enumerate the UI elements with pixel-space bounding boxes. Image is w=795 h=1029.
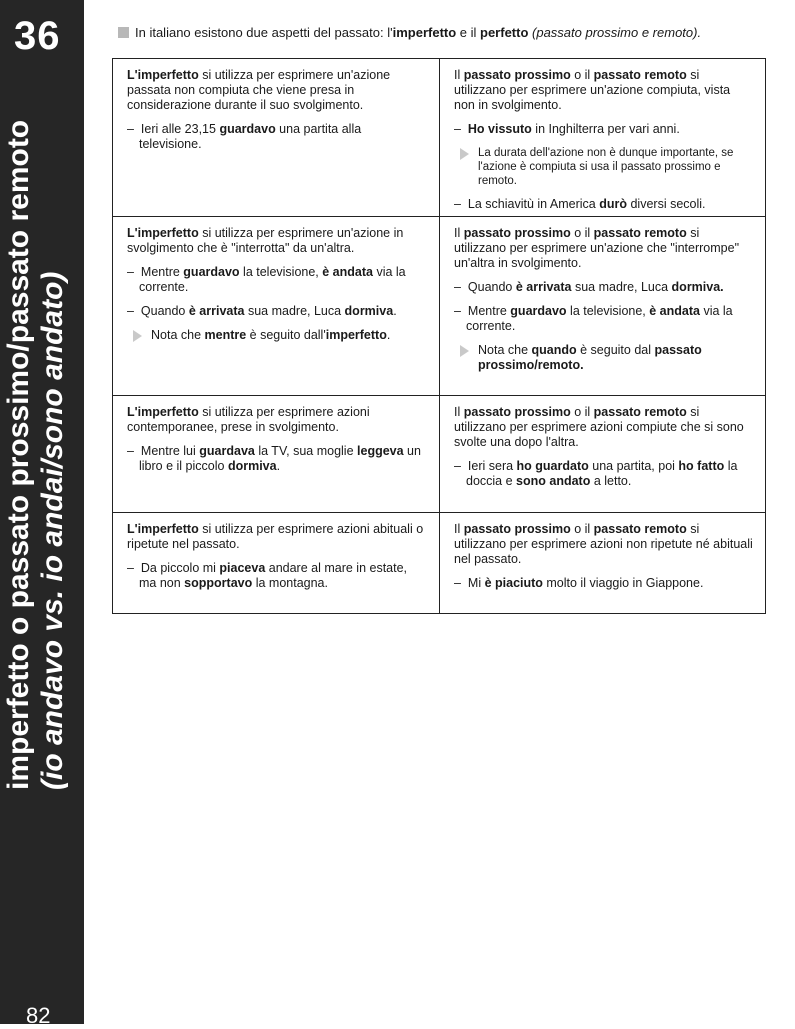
rule-part: o il [570, 522, 594, 536]
example: – Ieri sera ho guardato una partita, poi ho fatto la doccia e sono andato a letto. [454, 459, 738, 488]
example-part: Quando [467, 280, 516, 294]
example: – Da piccolo mi piaceva andare al mare in estate, ma non sopportavo la montagna. [127, 561, 408, 590]
rule-text [127, 522, 427, 552]
square-bullet-icon [118, 27, 129, 38]
perfetto-cell [439, 217, 765, 395]
rule-text [454, 226, 753, 271]
rule-text [127, 405, 427, 435]
table-row [113, 395, 765, 512]
example-part: Mi [467, 576, 485, 590]
grammar-table [112, 58, 766, 614]
rule-term: L'imperfetto [127, 405, 199, 419]
rule-part: o il [570, 68, 594, 82]
note-part: è seguito dall' [246, 328, 326, 342]
rule-part: passato prossimo [463, 226, 571, 240]
example-part: Da piccolo mi [140, 561, 220, 575]
example-part: Quando [140, 304, 189, 318]
rule-part: Il [454, 226, 464, 240]
note-part: . [386, 328, 391, 342]
example-part: in Inghilterra per vari anni. [531, 122, 680, 136]
example-part: . [393, 304, 397, 318]
intro-part: perfetto [480, 25, 529, 40]
rule-part: o il [570, 226, 594, 240]
rule-part: passato remoto [593, 522, 687, 536]
example-part: guardavo [510, 304, 567, 318]
intro-text [118, 24, 768, 42]
chapter-title-examples: (io andavo vs. io andai/sono andato) [36, 271, 69, 790]
example-part: la montagna. [252, 576, 328, 590]
example: – Ho vissuto in Inghilterra per vari anni. [454, 122, 680, 136]
example: – Quando è arrivata sua madre, Luca dormiva. [454, 280, 724, 294]
example-part: la televisione, [239, 265, 323, 279]
rule-part: passato prossimo [463, 68, 571, 82]
note-part: mentre [204, 328, 247, 342]
example: – Quando è arrivata sua madre, Luca dormiva. [127, 304, 397, 318]
example-part: molto il viaggio in Giappone. [542, 576, 704, 590]
table-row [113, 512, 765, 613]
rule-part: passato remoto [593, 226, 687, 240]
example-part: dormiva. [671, 280, 724, 294]
example: – Mentre guardavo la televisione, è andata via la corrente. [454, 304, 733, 333]
intro-part: imperfetto [392, 25, 457, 40]
perfetto-cell [439, 59, 765, 216]
example: – Ieri alle 23,15 guardavo una partita alla televisione. [127, 122, 362, 151]
example: – La schiavitù in America durò diversi secoli. [454, 197, 706, 211]
chapter-title-main: imperfetto o passato prossimo/passato remoto [2, 119, 35, 790]
example-part: guardavo [219, 122, 276, 136]
example-part: sua madre, Luca [571, 280, 672, 294]
example-part: ho guardato [516, 459, 589, 473]
example-part: via la corrente. [139, 265, 406, 294]
rule-body: si utilizza per esprimere un'azione in svolgimento che è "interrotta" da un'altra. [127, 226, 404, 255]
example-part: Ho vissuto [467, 122, 532, 136]
note-part: quando [531, 343, 577, 357]
note [127, 328, 427, 343]
example-part: è andata [649, 304, 700, 318]
chapter-sidebar [0, 0, 84, 1028]
example-part: guardava [199, 444, 255, 458]
note-text: La durata dell'azione non è dunque importante, se l'azione è compiuta si usa il passato prossimo e remoto. [478, 147, 734, 187]
imperfetto-cell [113, 217, 439, 395]
rule-text [454, 405, 753, 450]
example-part: ho fatto [678, 459, 725, 473]
imperfetto-cell [113, 513, 439, 613]
example-part: via la corrente. [466, 304, 733, 333]
example-part: una partita, poi [588, 459, 679, 473]
example: – Mi è piaciuto molto il viaggio in Giappone. [454, 576, 704, 590]
rule-text [127, 68, 427, 113]
rule-part: o il [570, 405, 594, 419]
intro-part: e il [456, 25, 481, 40]
example: – Mentre guardavo la televisione, è andata via la corrente. [127, 265, 406, 294]
rule-text [454, 68, 753, 113]
example-part: Ieri alle 23,15 [140, 122, 220, 136]
intro-part: In italiano esistono due aspetti del passato: l' [135, 25, 393, 40]
note [454, 343, 753, 373]
example-part: è arrivata [188, 304, 245, 318]
example-part: è arrivata [515, 280, 572, 294]
page-number: 82 [26, 1003, 51, 1028]
example-part: . [276, 459, 281, 473]
perfetto-cell [439, 396, 765, 512]
example-part: andare al mare in estate, ma non [139, 561, 408, 590]
imperfetto-cell [113, 396, 439, 512]
example-part: è piaciuto [484, 576, 543, 590]
rule-text [127, 226, 427, 256]
example-part: la TV, sua moglie [254, 444, 358, 458]
rule-body: si utilizza per esprimere un'azione passata non compiuta che viene presa in considerazione durante il suo svolgimento. [127, 68, 391, 112]
rule-part: Il [454, 522, 464, 536]
example-part: dormiva [344, 304, 394, 318]
example-part: sopportavo [184, 576, 253, 590]
note-part: passato prossimo/remoto. [478, 343, 702, 372]
chapter-title [2, 90, 82, 790]
example-part: leggeva [357, 444, 404, 458]
table-row [113, 216, 765, 395]
rule-part: Il [454, 68, 464, 82]
example-part: Mentre [140, 265, 184, 279]
example-part: Ieri sera [467, 459, 517, 473]
example-part: la televisione, [566, 304, 650, 318]
example-part: durò [599, 197, 627, 211]
rule-part: si utilizzano per esprimere un'azione che "interrompe" un'altra in svolgimento. [454, 226, 740, 270]
example-part: sua madre, Luca [244, 304, 345, 318]
note-part: Nota che [478, 343, 532, 357]
rule-part: si utilizzano per esprimere azioni non ripetute né abituali nel passato. [454, 522, 753, 566]
rule-term: L'imperfetto [127, 68, 199, 82]
arrow-icon [460, 345, 469, 357]
rule-part: si utilizzano per esprimere un'azione compiuta, vista non in svolgimento. [454, 68, 731, 112]
note [454, 146, 753, 188]
rule-part: passato prossimo [463, 522, 571, 536]
intro-part: (passato prossimo e remoto). [528, 25, 702, 40]
example-part: Mentre [467, 304, 511, 318]
example: – Mentre lui guardava la TV, sua moglie leggeva un libro e il piccolo dormiva. [127, 444, 421, 473]
example-part: la doccia e [466, 459, 738, 488]
table-row [113, 59, 765, 216]
example-part: un libro e il piccolo [139, 444, 421, 473]
rule-part: si utilizzano per esprimere azioni compiute che si sono svolte una dopo l'altra. [454, 405, 744, 449]
perfetto-cell [439, 513, 765, 613]
rule-body: si utilizza per esprimere azioni abituali o ripetute nel passato. [127, 522, 424, 551]
arrow-icon [133, 330, 142, 342]
note-part: imperfetto [325, 328, 387, 342]
rule-part: Il [454, 405, 464, 419]
chapter-number: 36 [14, 14, 61, 58]
example-part: La schiavitù in America [467, 197, 600, 211]
example-part: guardavo [183, 265, 240, 279]
rule-part: passato remoto [593, 68, 687, 82]
rule-part: passato remoto [593, 405, 687, 419]
note-part: Nota che [151, 328, 205, 342]
note-part: è seguito dal [576, 343, 655, 357]
rule-body: si utilizza per esprimere azioni contemporanee, prese in svolgimento. [127, 405, 370, 434]
example-part: sono andato [516, 474, 591, 488]
rule-text [454, 522, 753, 567]
example-part: una partita alla televisione. [139, 122, 362, 151]
imperfetto-cell [113, 59, 439, 216]
rule-term: L'imperfetto [127, 226, 199, 240]
example-part: dormiva [227, 459, 277, 473]
example-part: piaceva [219, 561, 266, 575]
arrow-icon [460, 148, 469, 160]
example-part: a letto. [590, 474, 632, 488]
example-part: diversi secoli. [627, 197, 706, 211]
example-part: è andata [322, 265, 373, 279]
rule-part: passato prossimo [463, 405, 571, 419]
example-part: Mentre lui [140, 444, 200, 458]
rule-term: L'imperfetto [127, 522, 199, 536]
